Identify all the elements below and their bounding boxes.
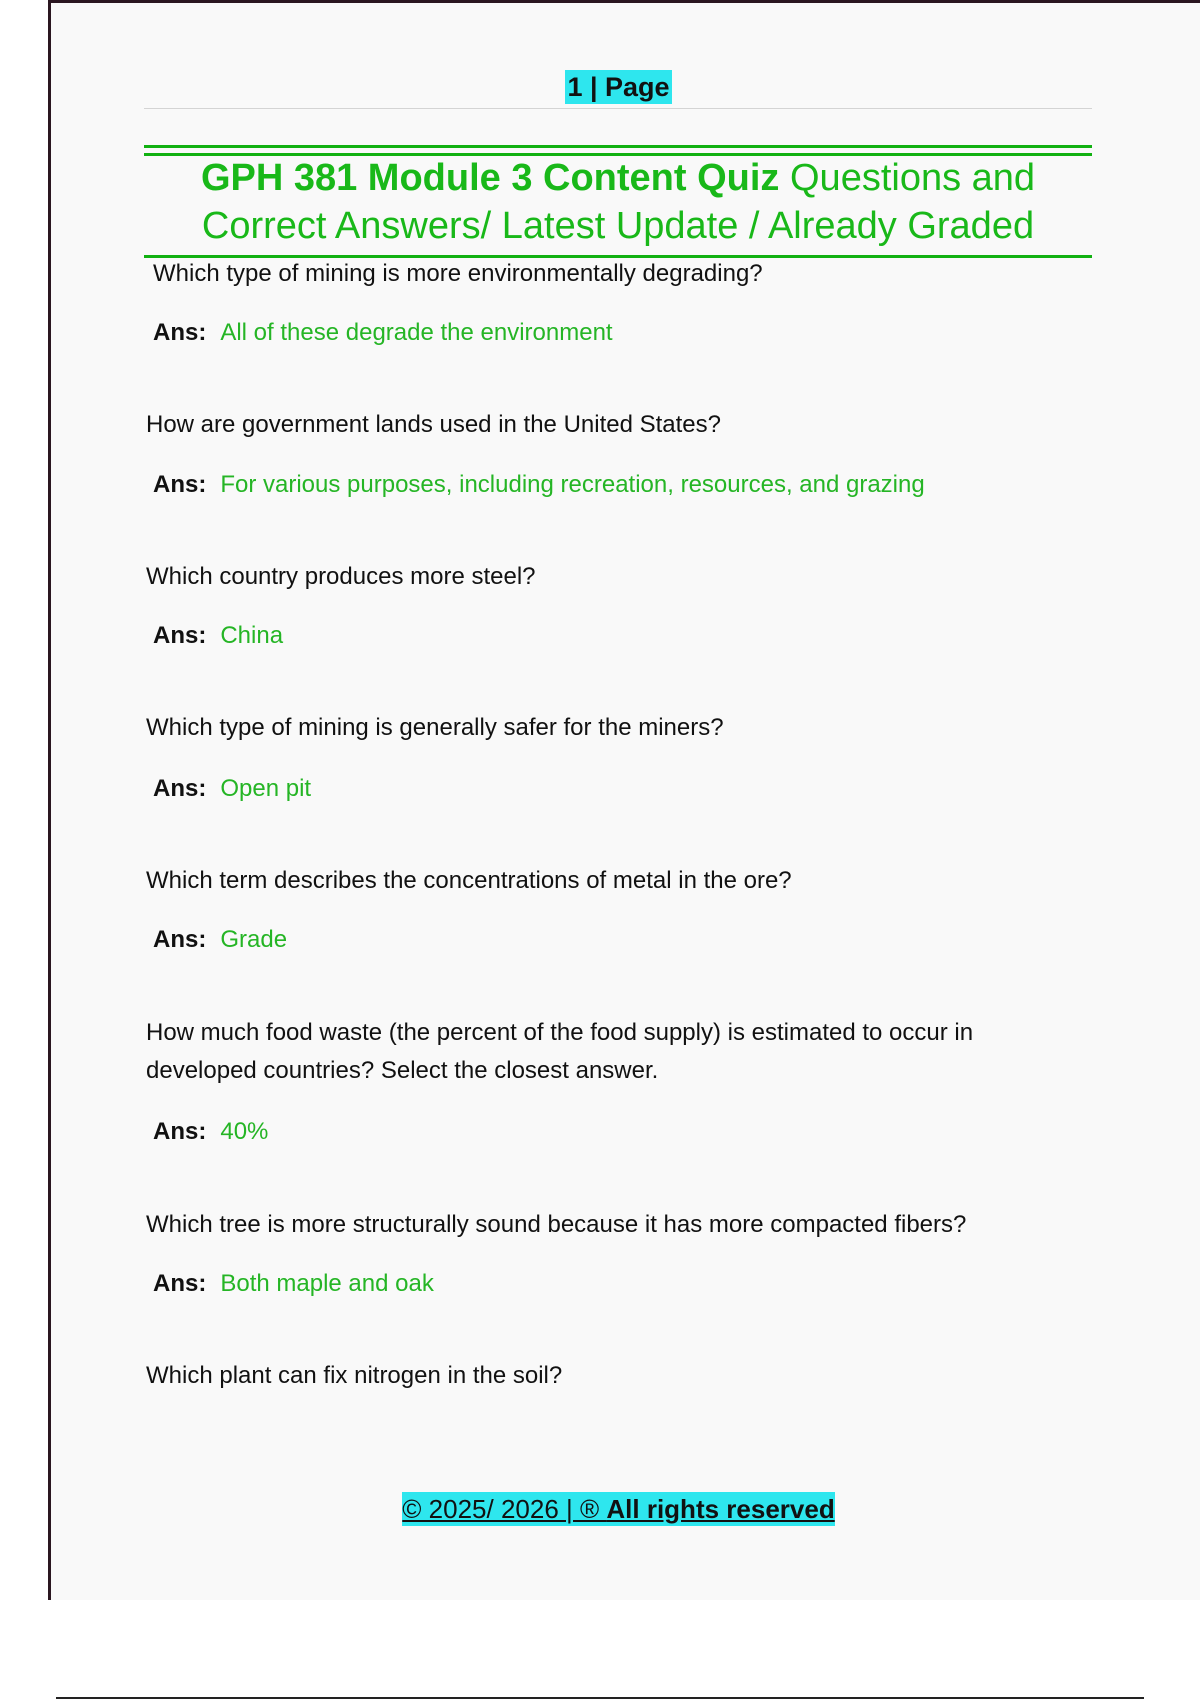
header-divider [144,108,1092,109]
answer-label: Ans: [153,319,207,346]
answer-text: All of these degrade the environment [220,319,613,346]
answer-label: Ans: [153,1270,207,1297]
answer-6 [153,1116,268,1148]
answer-1 [153,317,613,349]
copyright-bold: All rights reserved [606,1494,835,1524]
question-7: Which tree is more structurally sound because it has more compacted fibers? [146,1211,967,1238]
answer-text: Grade [220,926,288,953]
page-number: 1 | Page [567,72,670,102]
copyright-notice [402,1492,834,1526]
answer-label: Ans: [153,471,207,498]
answer-7 [153,1268,434,1300]
copyright-prefix: © 2025/ 2026 | ® [402,1494,607,1524]
answer-5 [153,924,287,956]
document-title [144,154,1092,250]
answer-label: Ans: [153,1118,207,1145]
question-6: How much food waste (the percent of the food supply) is estimated to occur in developed countries? Select the closest answer. [146,1019,974,1084]
answer-label: Ans: [153,775,207,802]
question-5: Which term describes the concentrations of metal in the ore? [146,867,792,894]
question-2: How are government lands used in the United States? [146,411,722,438]
title-top-rule-1 [144,145,1092,148]
answer-text: Both maple and oak [220,1270,434,1297]
page-header [0,70,1200,104]
bottom-divider [56,1697,1144,1699]
question-1: Which type of mining is more environmentally degrading? [153,260,763,287]
answer-text: China [220,622,284,649]
answer-text: 40% [220,1118,269,1145]
page-footer [0,1492,1200,1526]
question-4: Which type of mining is generally safer for the miners? [146,714,724,741]
title-rest: Questions and Correct Answers/ Latest Update / Already Graded [201,157,1036,247]
answer-label: Ans: [153,926,207,953]
answer-text: Open pit [220,775,312,802]
answer-label: Ans: [153,622,207,649]
answer-text: For various purposes, including recreation, resources, and grazing [220,471,925,498]
answer-3 [153,620,283,652]
title-bold: GPH 381 Module 3 Content Quiz [200,157,780,199]
answer-2 [153,469,925,501]
question-3: Which country produces more steel? [146,563,536,590]
answer-4 [153,773,311,805]
question-8: Which plant can fix nitrogen in the soil? [146,1362,563,1389]
